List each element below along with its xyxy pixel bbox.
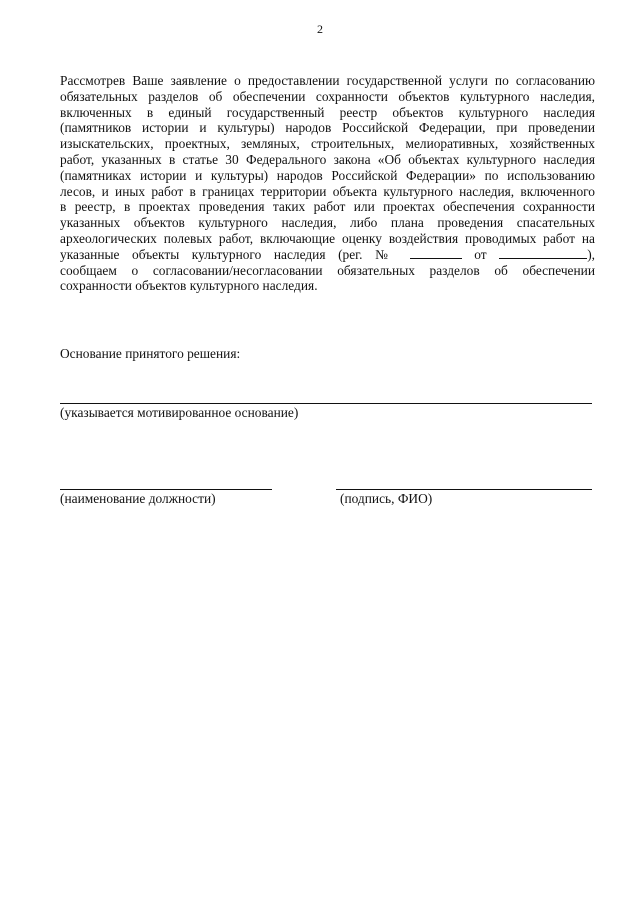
body-line: сообщаем о согласовании/несогласовании обязательных разделов об обеспечении	[60, 262, 595, 278]
decision-body-text	[60, 73, 595, 294]
signature-caption: (подпись, ФИО)	[340, 491, 433, 506]
body-line: обязательных разделов об обеспечении сохранности объектов культурного наследия,	[60, 88, 595, 104]
body-line: (памятников истории и культуры) народов Российской Федерации, при проведении	[60, 120, 595, 136]
basis-label: Основание принятого решения:	[60, 346, 241, 361]
body-line: работ, указанных в статье 30 Федерального закона «Об объектах культурного наследия	[60, 151, 595, 167]
registration-number-blank[interactable]	[410, 247, 462, 259]
registration-date-label: от	[474, 246, 487, 262]
registration-line	[60, 247, 595, 263]
body-line: лесов, и иных работ в границах территории объекта культурного наследия, включенного	[60, 183, 595, 199]
basis-field-line[interactable]	[60, 403, 592, 404]
body-line: указанных объектов культурного наследия, либо плана проведения спасательных	[60, 215, 595, 231]
registration-date-blank[interactable]	[499, 247, 587, 259]
signature-field-line[interactable]	[336, 489, 592, 490]
body-line: (памятниках истории и культуры) народов Российской Федерации» по использованию	[60, 167, 595, 183]
body-line: Рассмотрев Ваше заявление о предоставлении государственной услуги по согласованию	[60, 73, 595, 88]
body-line: включенных в единый государственный реестр объектов культурного наследия	[60, 104, 595, 120]
registration-suffix: ),	[587, 246, 595, 262]
body-line: изыскательских, проектных, земляных, строительных, мелиоративных, хозяйственных	[60, 136, 595, 152]
position-field-line[interactable]	[60, 489, 272, 490]
body-line: в реестр, в проектах проведения таких работ или проектах обеспечения сохранности	[60, 199, 595, 215]
basis-caption: (указывается мотивированное основание)	[60, 405, 299, 420]
body-line: сохранности объектов культурного наследия.	[60, 278, 318, 294]
body-line: археологических полевых работ, включающие оценку воздействия проводимых работ на	[60, 230, 595, 246]
page-number: 2	[317, 22, 323, 36]
registration-prefix: указанные объекты культурного наследия (рег. №	[60, 246, 398, 262]
position-caption: (наименование должности)	[60, 491, 216, 506]
